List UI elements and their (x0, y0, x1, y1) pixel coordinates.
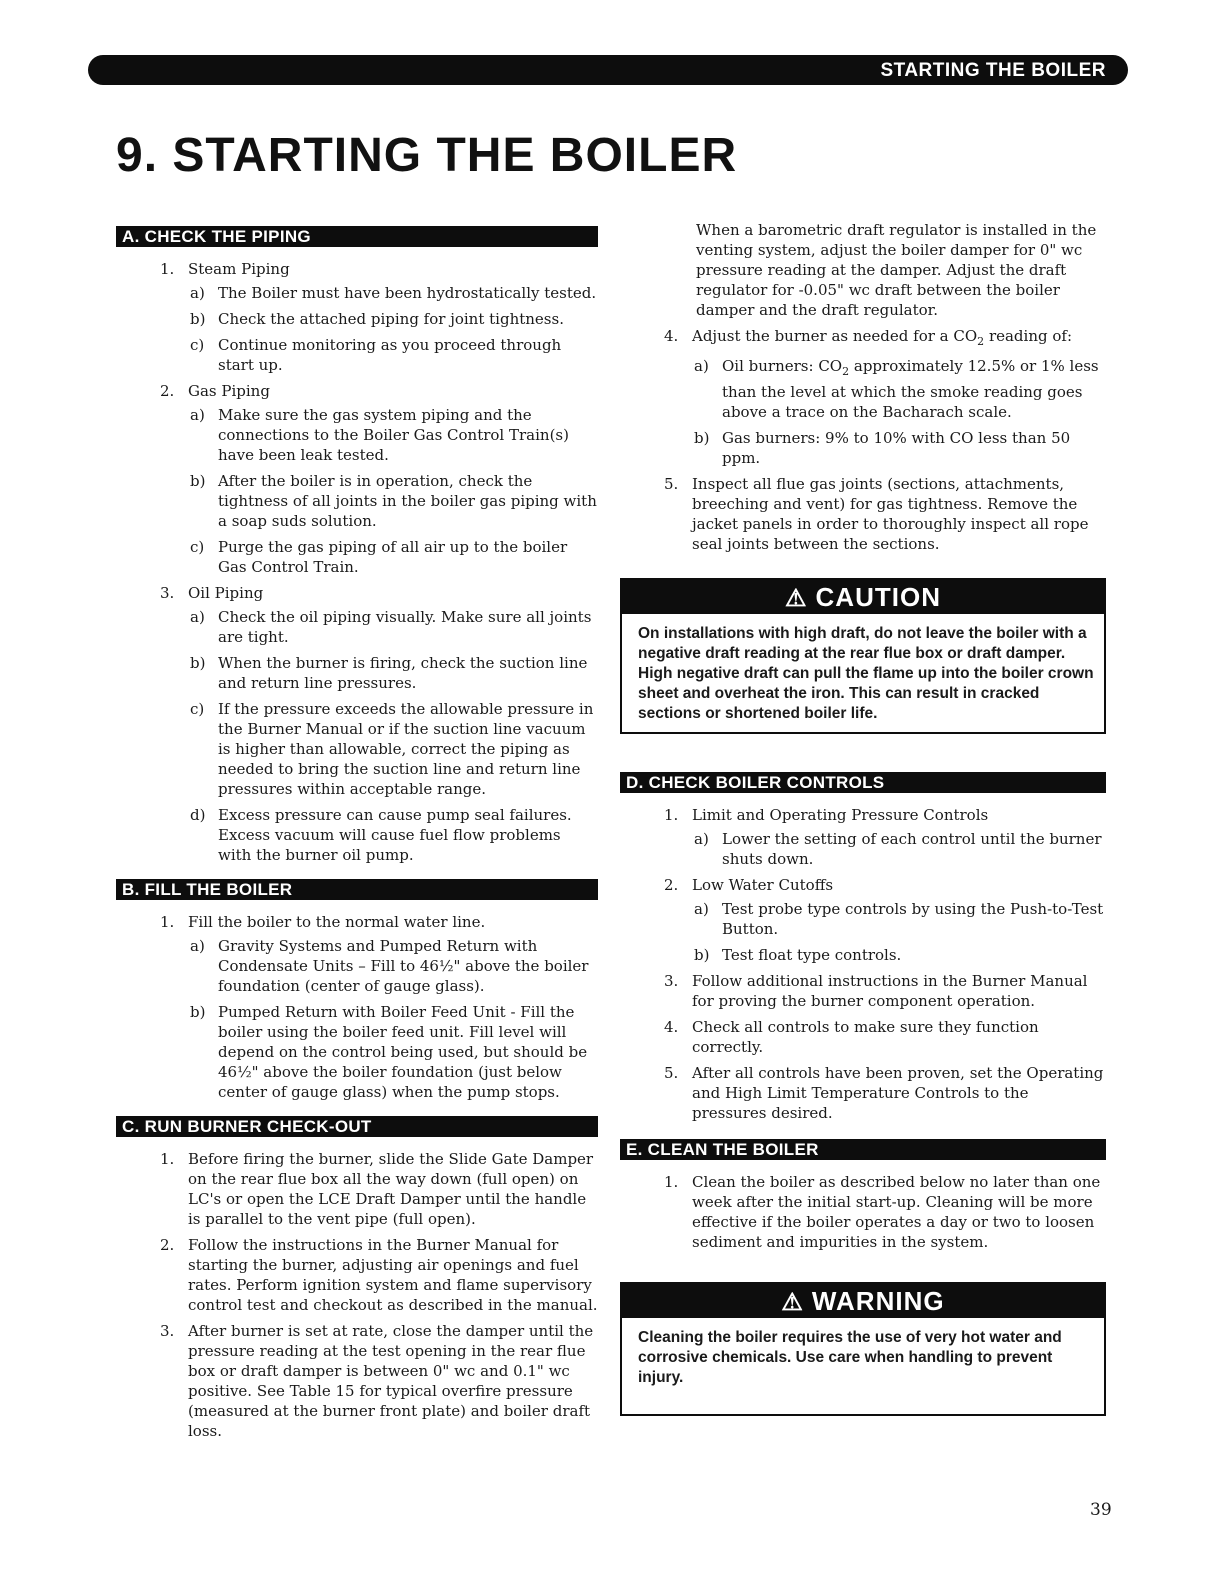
item-text: Steam Piping (188, 260, 290, 278)
list-item (116, 1149, 598, 1229)
page-title: 9. STARTING THE BOILER (116, 129, 738, 182)
item-number: b) (190, 654, 206, 672)
item-text: Excess pressure can cause pump seal failures. Excess vacuum will cause fuel flow problems with the burner oil pump. (218, 806, 572, 864)
item-text: Oil burners: CO (722, 357, 843, 375)
warning-title-bar (622, 1284, 1104, 1318)
list-item (116, 1321, 598, 1441)
item-number: b) (190, 1003, 206, 1021)
section-c-list (116, 1149, 598, 1441)
item-text: Clean the boiler as described below no later than one week after the initial start-up. Cleaning will be more effective if the boiler operates a day or two to loosen sediment and impurities in the system. (692, 1173, 1101, 1251)
list-item (692, 356, 1106, 422)
item-number: c) (190, 538, 205, 556)
section-c-list-continued (620, 326, 1106, 554)
item-text: Gravity Systems and Pumped Return with Condensate Units – Fill to 46½" above the boiler foundation (center of gauge glass). (218, 937, 589, 995)
warning-box (620, 1282, 1106, 1416)
header-banner (88, 55, 1128, 85)
item-number: d) (190, 806, 206, 824)
item-number: 2. (160, 382, 175, 400)
item-number: a) (694, 357, 709, 375)
list-item (116, 381, 598, 577)
item-text: Check the attached piping for joint tightness. (218, 310, 564, 328)
item-text: Follow the instructions in the Burner Manual for starting the burner, adjusting air openings and fuel rates. Perform ignition system and flame supervisory control test and checkout as described in the manual. (188, 1236, 598, 1314)
section-d-list (620, 805, 1106, 1123)
header-banner-text: STARTING THE BOILER (880, 60, 1106, 81)
list-item (620, 971, 1106, 1011)
list-item (620, 326, 1106, 468)
list-item (188, 936, 598, 996)
list-item (620, 1172, 1106, 1252)
item-number: 3. (160, 584, 175, 602)
list-item (188, 607, 598, 647)
item-text: Low Water Cutoffs (692, 876, 834, 894)
caution-text: On installations with high draft, do not leave the boiler with a negative draft reading at the rear flue box or draft damper. High negative draft can pull the flame up into the boiler crown sheet and overheat the iron. This can result in cracked sections or shortened boiler life. (638, 625, 1094, 722)
caution-box (620, 578, 1106, 734)
list-item (692, 428, 1106, 468)
right-column (620, 220, 1106, 1416)
list-item (188, 537, 598, 577)
item-text: approximately 12.5% or 1% less than the level at which the smoke reading goes above a trace on the Bacharach scale. (722, 357, 1099, 421)
list-item (692, 945, 1106, 965)
item-text: If the pressure exceeds the allowable pressure in the Burner Manual or if the suction line vacuum is higher than allowable, correct the piping as needed to bring the suction line and return line pressures within acceptable range. (218, 700, 594, 798)
item-text: Check all controls to make sure they function correctly. (692, 1018, 1039, 1056)
item-text: Oil Piping (188, 584, 264, 602)
item-text: Adjust the burner as needed for a CO (692, 327, 978, 345)
item-number: 2. (160, 1236, 175, 1254)
page-number: 39 (1090, 1500, 1112, 1520)
section-e-list (620, 1172, 1106, 1252)
section-c-heading: C. RUN BURNER CHECK-OUT (116, 1116, 598, 1137)
item-number: a) (190, 608, 205, 626)
list-item (188, 309, 598, 329)
item-text: Limit and Operating Pressure Controls (692, 806, 989, 824)
item-number: a) (190, 284, 205, 302)
item-number: a) (694, 900, 709, 918)
warning-triangle-icon: ⚠ (781, 1289, 804, 1316)
list-item (620, 805, 1106, 869)
item-number: c) (190, 700, 205, 718)
item-number: 1. (664, 1173, 679, 1191)
left-column (116, 226, 598, 1447)
subscript: 2 (977, 335, 985, 348)
item-text: The Boiler must have been hydrostatically tested. (218, 284, 597, 302)
list-item (620, 474, 1106, 554)
list-item (620, 1017, 1106, 1057)
item-number: a) (190, 937, 205, 955)
item-text: After all controls have been proven, set the Operating and High Limit Temperature Controls to the pressures desired. (692, 1064, 1104, 1122)
item-number: a) (190, 406, 205, 424)
item-number: 1. (160, 913, 175, 931)
list-item (692, 829, 1106, 869)
item-number: 3. (664, 972, 679, 990)
section-b-heading: B. FILL THE BOILER (116, 879, 598, 900)
item-text: When the burner is firing, check the suction line and return line pressures. (218, 654, 588, 692)
caution-title: CAUTION (815, 582, 941, 612)
item-number: b) (694, 429, 710, 447)
item-text: Lower the setting of each control until the burner shuts down. (722, 830, 1102, 868)
list-item (188, 471, 598, 531)
section-b-list (116, 912, 598, 1102)
warning-text: Cleaning the boiler requires the use of very hot water and corrosive chemicals. Use care when handling to prevent injury. (638, 1329, 1062, 1386)
item-text: Purge the gas piping of all air up to the boiler Gas Control Train. (218, 538, 568, 576)
section-e-heading: E. CLEAN THE BOILER (620, 1139, 1106, 1160)
section-a-list (116, 259, 598, 865)
item-number: 5. (664, 475, 679, 493)
item-text: Pumped Return with Boiler Feed Unit - Fill the boiler using the boiler feed unit. Fill level will depend on the control being used, but should be 46½" above the boiler foundation (just below center of gauge glass) when the pump stops. (218, 1003, 588, 1101)
item-text: Test float type controls. (722, 946, 902, 964)
item-text: Make sure the gas system piping and the connections to the Boiler Gas Control Train(s) have been leak tested. (218, 406, 569, 464)
item-text: Gas burners: 9% to 10% with CO less than 50 ppm. (722, 429, 1071, 467)
item-number: 4. (664, 1018, 679, 1036)
item-text: Fill the boiler to the normal water line. (188, 913, 486, 931)
item-number: 4. (664, 327, 679, 345)
list-item (692, 899, 1106, 939)
item-text: After burner is set at rate, close the damper until the pressure reading at the test opening in the rear flue box or draft damper is between 0" wc and 0.1" wc positive. See Table 15 for typical overfire pressure (measured at the burner front plate) and boiler draft loss. (188, 1322, 594, 1440)
list-item (116, 259, 598, 375)
item-number: 3. (160, 1322, 175, 1340)
item-number: 2. (664, 876, 679, 894)
list-item (188, 699, 598, 799)
list-item (116, 912, 598, 1102)
list-item (188, 283, 598, 303)
item-text: Before firing the burner, slide the Slide Gate Damper on the rear flue box all the way down (full open) on LC's or open the LCE Draft Damper until the handle is parallel to the vent pipe (full open). (188, 1150, 594, 1228)
list-item (620, 875, 1106, 965)
item-number: a) (694, 830, 709, 848)
section-a-heading: A. CHECK THE PIPING (116, 226, 598, 247)
item-text: reading of: (984, 327, 1072, 345)
item-number: c) (190, 336, 205, 354)
list-item (188, 805, 598, 865)
item-text: Follow additional instructions in the Burner Manual for proving the burner component operation. (692, 972, 1088, 1010)
caution-title-bar (622, 580, 1104, 614)
warning-triangle-icon: ⚠ (785, 585, 808, 612)
item-text: Test probe type controls by using the Push-to-Test Button. (722, 900, 1104, 938)
item-number: b) (694, 946, 710, 964)
list-item (116, 583, 598, 865)
list-item (188, 335, 598, 375)
item-text: Continue monitoring as you proceed through start up. (218, 336, 562, 374)
list-item (116, 1235, 598, 1315)
item-number: 5. (664, 1064, 679, 1082)
item-text: Check the oil piping visually. Make sure all joints are tight. (218, 608, 592, 646)
item-text: After the boiler is in operation, check the tightness of all joints in the boiler gas piping with a soap suds solution. (218, 472, 597, 530)
item-number: 1. (160, 1150, 175, 1168)
item-number: 1. (160, 260, 175, 278)
subscript: 2 (842, 365, 850, 378)
section-c-continuation: When a barometric draft regulator is installed in the venting system, adjust the boiler damper for 0" wc pressure reading at the damper. Adjust the draft regulator for -0.05" wc draft between the boiler damper and the draft regulator. (696, 221, 1097, 319)
warning-title: WARNING (811, 1286, 945, 1316)
list-item (188, 653, 598, 693)
section-d-heading: D. CHECK BOILER CONTROLS (620, 772, 1106, 793)
list-item (188, 405, 598, 465)
item-number: 1. (664, 806, 679, 824)
item-text: Gas Piping (188, 382, 270, 400)
list-item (620, 1063, 1106, 1123)
item-text: Inspect all flue gas joints (sections, attachments, breeching and vent) for gas tightness. Remove the jacket panels in order to thoroughly inspect all rope seal joints between the sections. (692, 475, 1089, 553)
item-number: b) (190, 310, 206, 328)
list-item (188, 1002, 598, 1102)
item-number: b) (190, 472, 206, 490)
